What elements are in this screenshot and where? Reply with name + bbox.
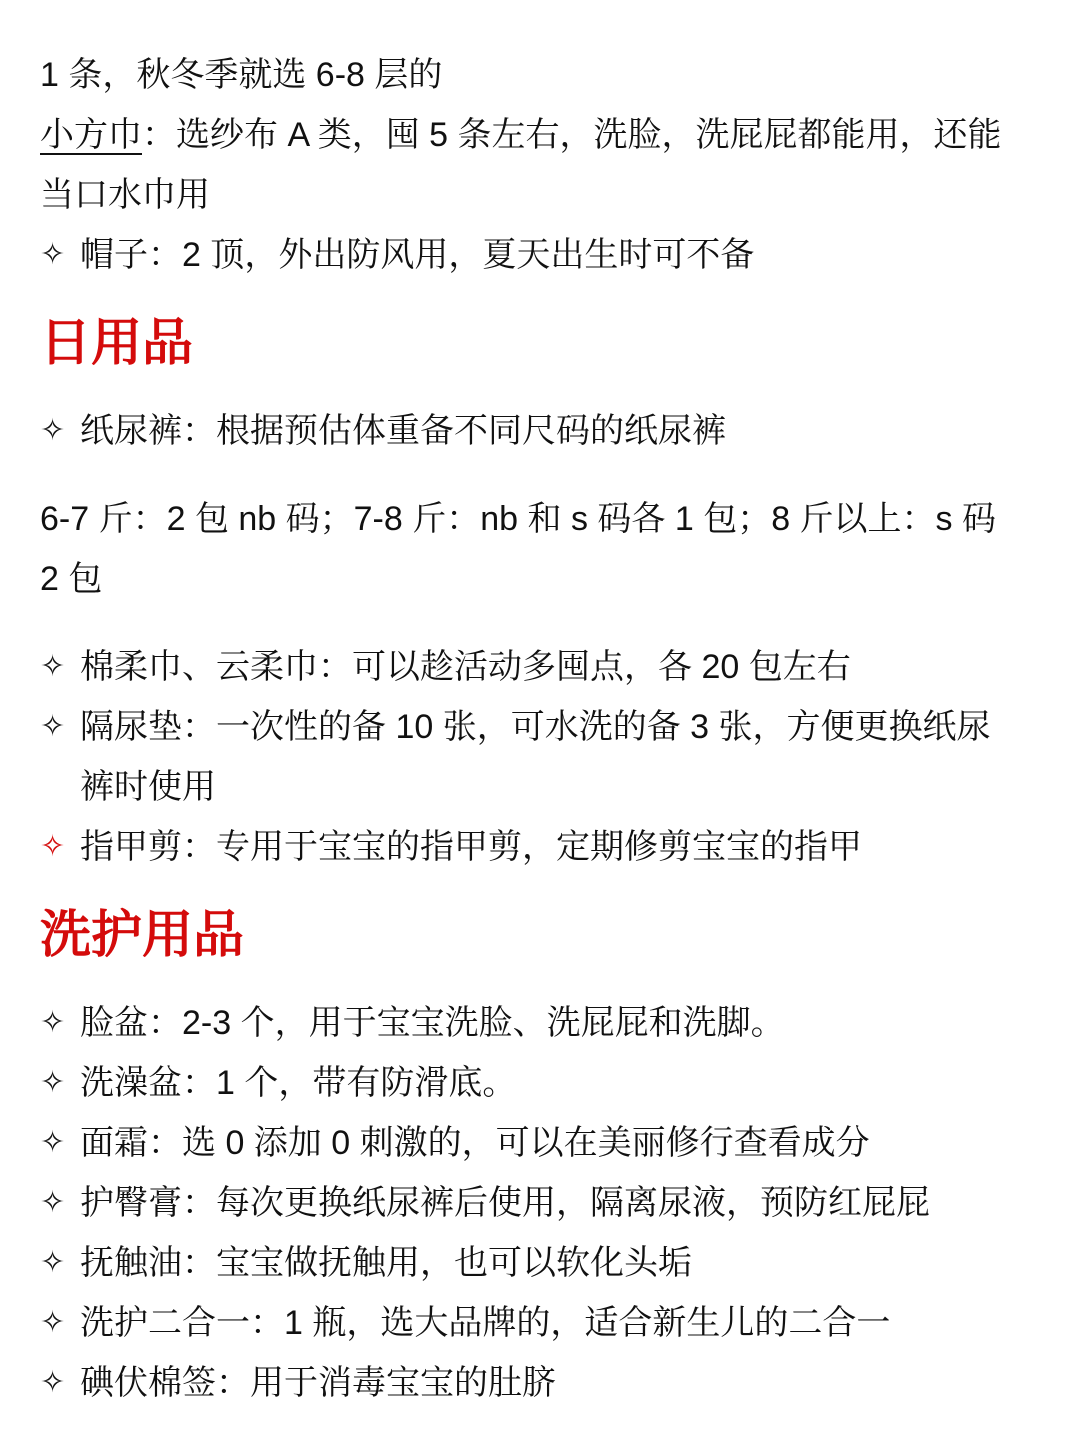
list-item-text: 抚触油：宝宝做抚触用，也可以软化头垢: [80, 1244, 692, 1282]
four-point-star-bullet-icon: ✧: [40, 649, 66, 684]
four-point-star-bullet-icon: ✧: [40, 1365, 66, 1400]
list-item-diaper-cream: [40, 1173, 1015, 1233]
four-point-star-bullet-icon: ✧: [40, 1125, 66, 1160]
four-point-star-bullet-icon: ✧: [40, 829, 66, 864]
diaper-size-guide: 6-7 斤：2 包 nb 码；7-8 斤：nb 和 s 码各 1 包；8 斤以上：s 码 2 包: [40, 500, 996, 598]
list-item-2in1-wash: [40, 1293, 1015, 1353]
diapers-block: [40, 401, 1015, 461]
list-item-changing-pad: [40, 697, 1015, 817]
four-point-star-bullet-icon: ✧: [40, 237, 66, 272]
list-item-hat: [40, 225, 1015, 285]
list-item-massage-oil: [40, 1233, 1015, 1293]
list-item-bathtub: [40, 1053, 1015, 1113]
four-point-star-bullet-icon: ✧: [40, 1185, 66, 1220]
four-point-star-bullet-icon: ✧: [40, 1065, 66, 1100]
list-item-nail-clipper: [40, 817, 1015, 877]
list-item-text: 脸盆：2-3 个，用于宝宝洗脸、洗屁屁和洗脚。: [80, 1004, 785, 1042]
list-item-washbasin: [40, 993, 1015, 1053]
list-item-face-cream: [40, 1113, 1015, 1173]
washcloth-entry: [40, 105, 1015, 225]
care-products-list: [40, 993, 1015, 1413]
washcloth-text: ：选纱布 A 类，囤 5 条左右，洗脸，洗屁屁都能用，还能当口水巾用: [40, 116, 1002, 214]
clothing-block: [40, 45, 1015, 285]
four-point-star-bullet-icon: ✧: [40, 1305, 66, 1340]
list-item-text: 棉柔巾、云柔巾：可以趁活动多囤点，各 20 包左右: [80, 648, 851, 686]
list-item-text: 洗护二合一：1 瓶，选大品牌的，适合新生儿的二合一: [80, 1304, 891, 1342]
list-item-text: 碘伏棉签：用于消毒宝宝的肚脐: [80, 1364, 556, 1402]
swaddle-note: 1 条，秋冬季就选 6-8 层的: [40, 56, 443, 94]
four-point-star-bullet-icon: ✧: [40, 1245, 66, 1280]
list-item-wipes: [40, 637, 1015, 697]
four-point-star-bullet-icon: ✧: [40, 709, 66, 744]
list-item-text: 帽子：2 顶，外出防风用，夏天出生时可不备: [80, 236, 755, 274]
four-point-star-bullet-icon: ✧: [40, 413, 66, 448]
daily-goods-heading-block: [40, 313, 1015, 373]
list-item-text: 洗澡盆：1 个，带有防滑底。: [80, 1064, 517, 1102]
list-item-text: 纸尿裤：根据预估体重备不同尺码的纸尿裤: [80, 412, 726, 450]
diaper-sizes-block: [40, 489, 1015, 609]
list-item-diapers: [40, 401, 1015, 461]
list-item-text: 护臀膏：每次更换纸尿裤后使用，隔离尿液，预防红屁屁: [80, 1184, 930, 1222]
list-item-iodine-swabs: [40, 1353, 1015, 1413]
four-point-star-bullet-icon: ✧: [40, 1005, 66, 1040]
section-heading-daily-goods: 日用品: [40, 314, 194, 371]
washcloth-label: 小方巾: [40, 116, 142, 154]
daily-goods-list: [40, 637, 1015, 877]
list-item-text: 隔尿垫：一次性的备 10 张，可水洗的备 3 张，方便更换纸尿裤时使用: [80, 708, 991, 806]
list-item-text: 面霜：选 0 添加 0 刺激的，可以在美丽修行查看成分: [80, 1124, 870, 1162]
list-item-text: 指甲剪：专用于宝宝的指甲剪，定期修剪宝宝的指甲: [80, 828, 862, 866]
care-products-heading-block: [40, 905, 1015, 965]
section-heading-care-products: 洗护用品: [40, 906, 245, 963]
